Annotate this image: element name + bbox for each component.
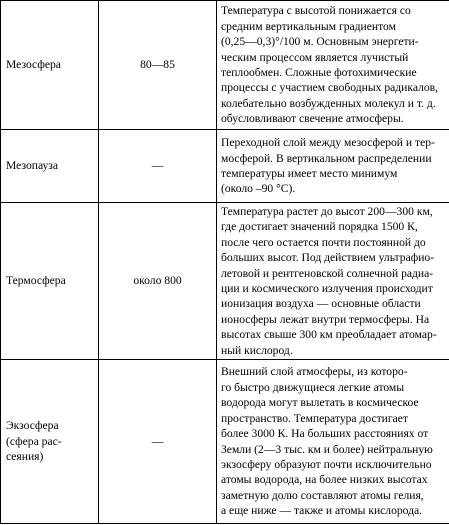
description-cell [217, 130, 449, 203]
table-row [1, 360, 449, 524]
layer-name-cell [1, 203, 99, 360]
layer-name: Мезопауза [6, 159, 59, 173]
altitude-value: — [151, 159, 164, 173]
description-cell [217, 1, 449, 130]
altitude-cell [99, 130, 217, 203]
layer-name-cell [1, 1, 99, 130]
layer-description: Переходной слой между мезосферой и тер- мосферой. В вертикальном распределении температуры имеет место минимум (около –90 °С). [221, 136, 435, 196]
altitude-cell [99, 1, 217, 130]
altitude-cell [99, 360, 217, 524]
layer-description: Температура с высотой понижается со средним вертикальным градиентом (0,25—0,3)°/100 м. Основным энергети- ческим процессом является лучистый теплообмен. Сложные фотохимические процессы с участием свободных радикалов, колебательно возбужденных молекул и т. д. обусловливают свечение атмосферы. [221, 4, 439, 126]
layer-name: Термосфера [6, 274, 66, 288]
table-row [1, 203, 449, 360]
altitude-value: — [151, 434, 164, 448]
altitude-cell [99, 203, 217, 360]
table-row [1, 130, 449, 203]
layer-description: Внешний слой атмосферы, из которо- го быстро движущиеся легкие атомы водорода могут вылетать в космическое пространство. Температура достигает более 3000 К. На больших расстояниях от Земли (2—3 тыс. км и более) нейтральную экзосферу образуют почти исключительно атомы водорода, на более низких высотах заметную долю составляют атомы гелия, а еще ниже — также и атомы кислорода. [221, 365, 433, 518]
table-row [1, 1, 449, 130]
description-cell [217, 360, 449, 524]
layer-name-cell [1, 360, 99, 524]
layer-name: Мезосфера [6, 58, 61, 72]
layer-description: Температура растет до высот 200—300 км, где достигает значений порядка 1500 К, после чего остается почти постоянной до больших высот. Под действием ультрафио- летовой и рентгеновской солнечной радиа- ции и космического излучения происходит ионизация воздуха — основные области ионосферы лежат внутри термосферы. На высотах свыше 300 км преобладает атомар- ный кислород. [221, 204, 437, 357]
altitude-value: около 800 [133, 274, 182, 288]
layer-name: Экзосфера (сфера рас- сеяния) [6, 419, 62, 464]
altitude-value: 80—85 [140, 58, 175, 72]
layer-name-cell [1, 130, 99, 203]
description-cell [217, 203, 449, 360]
